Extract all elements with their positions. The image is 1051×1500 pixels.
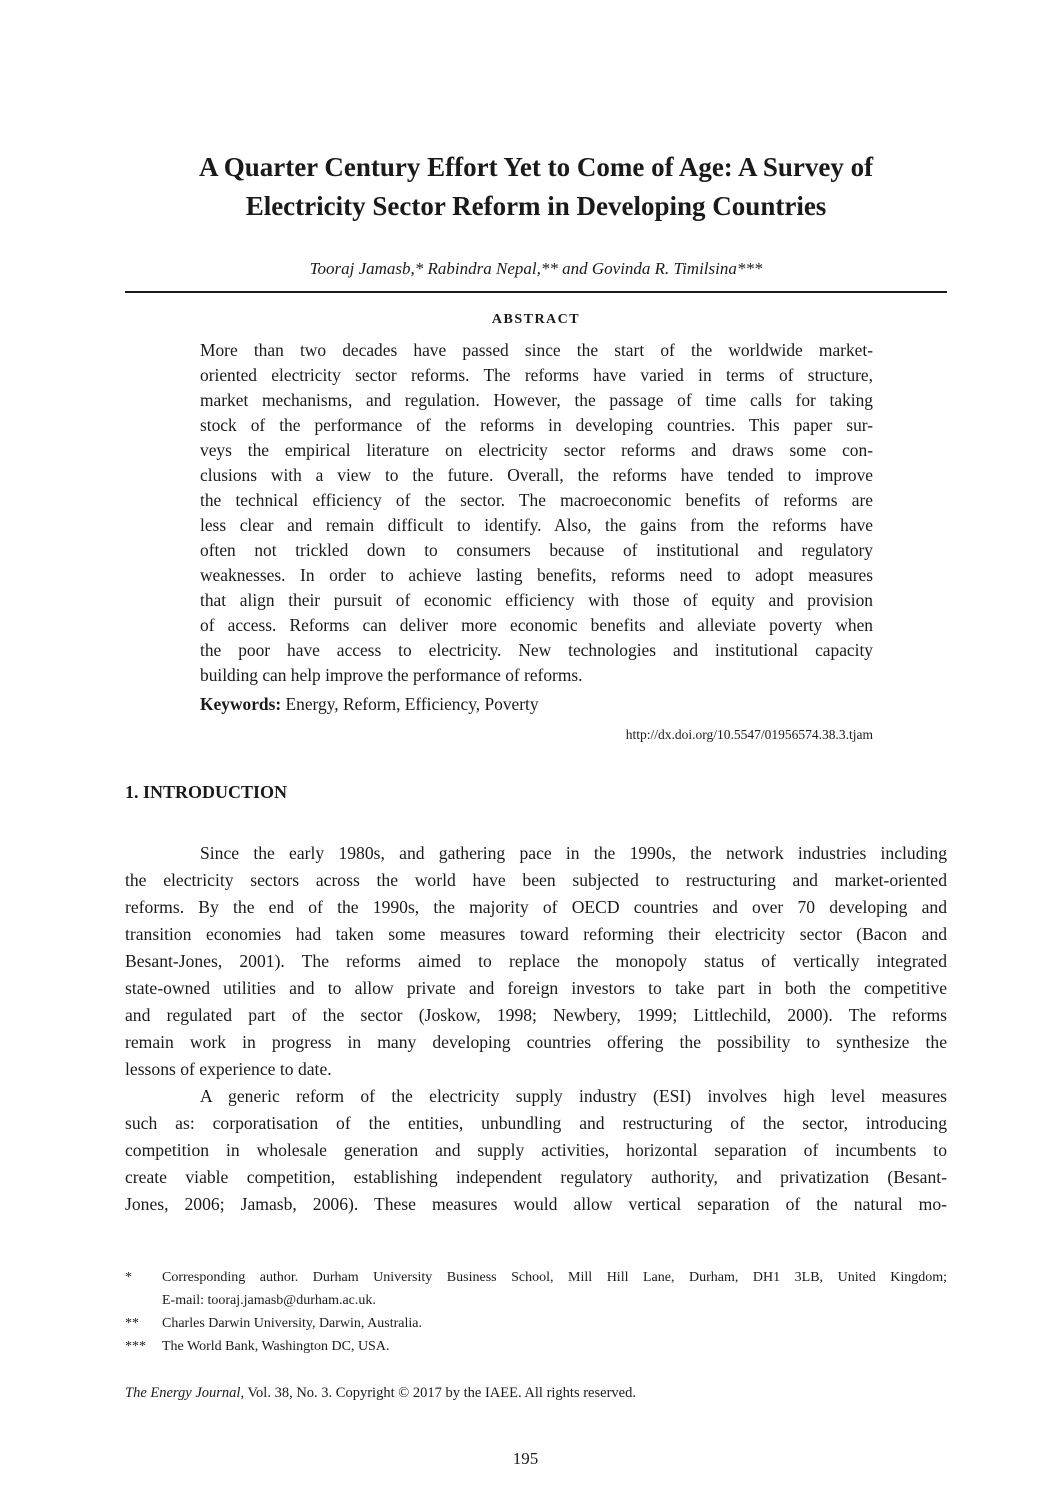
journal-details: , Vol. 38, No. 3. Copyright © 2017 by the IAEE. All rights reserved. <box>240 1385 636 1401</box>
body-line: create viable competition, establishing independent regulatory authority, and privatization (Besant- <box>125 1167 947 1187</box>
header-rule <box>125 291 947 293</box>
body-line: and regulated part of the sector (Joskow, 1998; Newbery, 1999; Littlechild, 2000). The reforms <box>125 1005 947 1025</box>
footnote-mark: ** <box>125 1316 139 1331</box>
doi-link[interactable]: http://dx.doi.org/10.5547/01956574.38.3.tjam <box>625 727 873 742</box>
footnote <box>125 1312 947 1335</box>
footnote-mark: * <box>125 1270 132 1285</box>
abstract-line: of access. Reforms can deliver more economic benefits and alleviate poverty when <box>200 615 873 635</box>
paper-title <box>125 148 947 226</box>
abstract-body <box>200 338 873 688</box>
abstract-line: weaknesses. In order to achieve lasting benefits, reforms need to adopt measures <box>200 565 873 585</box>
abstract-line: that align their pursuit of economic efficiency with those of equity and provision <box>200 590 873 610</box>
footnote-line: Corresponding author. Durham University Business School, Mill Hill Lane, Durham, DH1 3LB, United Kingdom; <box>162 1270 947 1285</box>
abstract-line: building can help improve the performance of reforms. <box>200 665 583 685</box>
page-number: 195 <box>512 1449 539 1468</box>
footnote <box>125 1335 947 1358</box>
body-line: lessons of experience to date. <box>125 1059 332 1079</box>
body-line: Jones, 2006; Jamasb, 2006). These measures would allow vertical separation of the natural mo- <box>125 1194 947 1214</box>
footnote-line: E-mail: tooraj.jamasb@durham.ac.uk. <box>162 1293 376 1308</box>
title-line: A Quarter Century Effort Yet to Come of Age: A Survey of <box>198 152 874 182</box>
body-line: Since the early 1980s, and gathering pace in the 1990s, the network industries including <box>200 843 947 863</box>
introduction-body <box>125 840 947 1218</box>
body-line: state-owned utilities and to allow private and foreign investors to take part in both the competitive <box>125 978 947 998</box>
abstract-line: clusions with a view to the future. Overall, the reforms have tended to improve <box>200 465 873 485</box>
keywords-list: Energy, Reform, Efficiency, Poverty <box>281 694 539 714</box>
footnote <box>125 1266 947 1312</box>
title-line: Electricity Sector Reform in Developing Countries <box>245 191 827 221</box>
author-list: Tooraj Jamasb,* Rabindra Nepal,** and Govinda R. Timilsina*** <box>309 259 763 278</box>
abstract-line: More than two decades have passed since the start of the worldwide market- <box>200 340 873 360</box>
body-line: A generic reform of the electricity supply industry (ESI) involves high level measures <box>200 1086 947 1106</box>
footnotes <box>125 1266 947 1358</box>
abstract-line: stock of the performance of the reforms in developing countries. This paper sur- <box>200 415 873 435</box>
abstract-heading: ABSTRACT <box>491 312 581 327</box>
body-line: reforms. By the end of the 1990s, the majority of OECD countries and over 70 developing and <box>125 897 947 917</box>
abstract-line: the poor have access to electricity. New technologies and institutional capacity <box>200 640 873 660</box>
body-line: such as: corporatisation of the entities, unbundling and restructuring of the sector, introducing <box>125 1113 947 1133</box>
keywords-label: Keywords: <box>200 694 282 714</box>
footnote-mark: *** <box>125 1339 146 1354</box>
body-line: the electricity sectors across the world have been subjected to restructuring and market-oriented <box>125 870 947 890</box>
body-line: remain work in progress in many developing countries offering the possibility to synthesize the <box>125 1032 947 1052</box>
abstract-line: market mechanisms, and regulation. However, the passage of time calls for taking <box>200 390 873 410</box>
section-heading: 1. INTRODUCTION <box>125 782 288 802</box>
journal-name: The Energy Journal <box>125 1385 241 1401</box>
journal-citation <box>125 1383 636 1403</box>
footnote-line: The World Bank, Washington DC, USA. <box>162 1339 390 1354</box>
keywords <box>200 692 873 717</box>
footnote-line: Charles Darwin University, Darwin, Australia. <box>162 1316 422 1331</box>
abstract-line: oriented electricity sector reforms. The reforms have varied in terms of structure, <box>200 365 873 385</box>
body-line: competition in wholesale generation and supply activities, horizontal separation of incumbents to <box>125 1140 947 1160</box>
abstract-line: less clear and remain difficult to identify. Also, the gains from the reforms have <box>200 515 873 535</box>
abstract-line: the technical efficiency of the sector. The macroeconomic benefits of reforms are <box>200 490 873 510</box>
abstract-line: veys the empirical literature on electricity sector reforms and draws some con- <box>200 440 873 460</box>
body-line: Besant-Jones, 2001). The reforms aimed to replace the monopoly status of vertically integrated <box>125 951 947 971</box>
body-line: transition economies had taken some measures toward reforming their electricity sector (Bacon and <box>125 924 947 944</box>
abstract-line: often not trickled down to consumers because of institutional and regulatory <box>200 540 873 560</box>
